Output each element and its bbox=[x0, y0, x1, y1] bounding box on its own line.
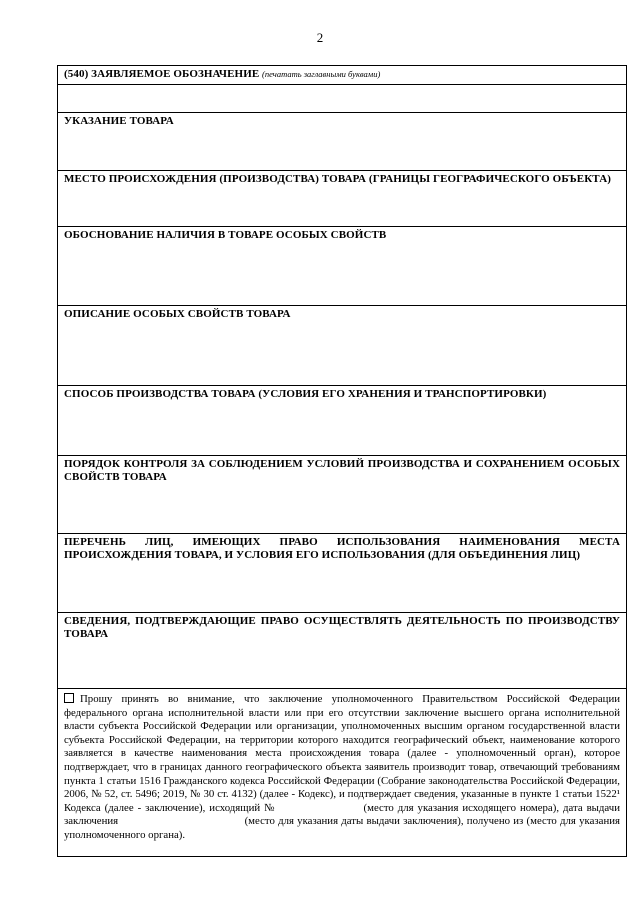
fill-in-blank bbox=[121, 823, 241, 824]
section-title: (540) ЗАЯВЛЯЕМОЕ ОБОЗНАЧЕНИЕ bbox=[64, 68, 260, 80]
declaration-text-segment: (место для указания исходящего номера), дата выдачи заключения bbox=[64, 801, 620, 828]
section-title: СВЕДЕНИЯ, ПОДТВЕРЖДАЮЩИЕ ПРАВО ОСУЩЕСТВЛЯТЬ ДЕЯТЕЛЬНОСТЬ ПО ПРОИЗВОДСТВУ ТОВАРА bbox=[64, 615, 620, 640]
section-production-method bbox=[58, 386, 626, 456]
section-title-note: (печатать заглавными буквами) bbox=[262, 69, 381, 79]
section-title: УКАЗАНИЕ ТОВАРА bbox=[64, 115, 174, 127]
section-list-of-persons bbox=[58, 534, 626, 613]
declaration-text-segment: Прошу принять во внимание, что заключение уполномоченного Правительством Российской Федерации федерального органа исполнительной власти или при его отсутствии заключение высшего органа исполнительной власти субъекта Российской Федерации или организации, уполномоченных высшим органом государственной власти субъекта Российской Федерации, на территории которого находится географический объект, наименование которого заявляется в качестве наименования места происхождения товара (далее - уполномоченный орган), которое подтверждает, что в границах данного географического объекта заявитель производит товар, отвечающий требованиям пункта 1 статьи 1516 Гражданского кодекса Российской Федерации (Собрание законодательства Российской Федерации, 2006, № 52, ст. 5496; 2019, № 30 ст. 4132) (далее - Кодекс), и подтверждает сведения, указанные в пункте 1 статьи 1522¹ Кодекса (далее - заключение), исходящий № bbox=[64, 693, 620, 814]
declaration-text-segment: (место для указания даты выдачи заключения), получено из (место для указания уполномоченного органа). bbox=[64, 815, 620, 841]
attention-checkbox[interactable] bbox=[64, 693, 74, 703]
section-title: ОПИСАНИЕ ОСОБЫХ СВОЙСТВ ТОВАРА bbox=[64, 308, 291, 320]
section-goods-indication bbox=[58, 113, 626, 171]
declaration-section bbox=[58, 689, 626, 856]
section-title: СПОСОБ ПРОИЗВОДСТВА ТОВАРА (УСЛОВИЯ ЕГО ХРАНЕНИЯ И ТРАНСПОРТИРОВКИ) bbox=[64, 388, 547, 400]
section-title: ПОРЯДОК КОНТРОЛЯ ЗА СОБЛЮДЕНИЕМ УСЛОВИЙ ПРОИЗВОДСТВА И СОХРАНЕНИЕМ ОСОБЫХ СВОЙСТВ ТОВАРА bbox=[64, 458, 620, 483]
application-form bbox=[57, 65, 627, 857]
section-place-of-origin bbox=[58, 171, 626, 227]
fill-in-blank bbox=[280, 810, 360, 811]
section-special-properties-justification bbox=[58, 227, 626, 306]
section-title: МЕСТО ПРОИСХОЖДЕНИЯ (ПРОИЗВОДСТВА) ТОВАРА (ГРАНИЦЫ ГЕОГРАФИЧЕСКОГО ОБЪЕКТА) bbox=[64, 173, 611, 185]
claimed-designation-field bbox=[58, 85, 626, 113]
declaration-text bbox=[64, 693, 620, 841]
section-title: ПЕРЕЧЕНЬ ЛИЦ, ИМЕЮЩИХ ПРАВО ИСПОЛЬЗОВАНИЯ НАИМЕНОВАНИЯ МЕСТА ПРОИСХОЖДЕНИЯ ТОВАРА, И УСЛОВИЯ ЕГО ИСПОЛЬЗОВАНИЯ (ДЛЯ ОБЪЕДИНЕНИЯ ЛИЦ) bbox=[64, 536, 620, 561]
page-number: 2 bbox=[316, 30, 324, 45]
section-special-properties-description bbox=[58, 306, 626, 386]
section-claimed-designation-header bbox=[58, 66, 626, 85]
section-control-procedure bbox=[58, 456, 626, 534]
section-title: ОБОСНОВАНИЕ НАЛИЧИЯ В ТОВАРЕ ОСОБЫХ СВОЙСТВ bbox=[64, 229, 387, 241]
section-right-confirmation bbox=[58, 613, 626, 689]
